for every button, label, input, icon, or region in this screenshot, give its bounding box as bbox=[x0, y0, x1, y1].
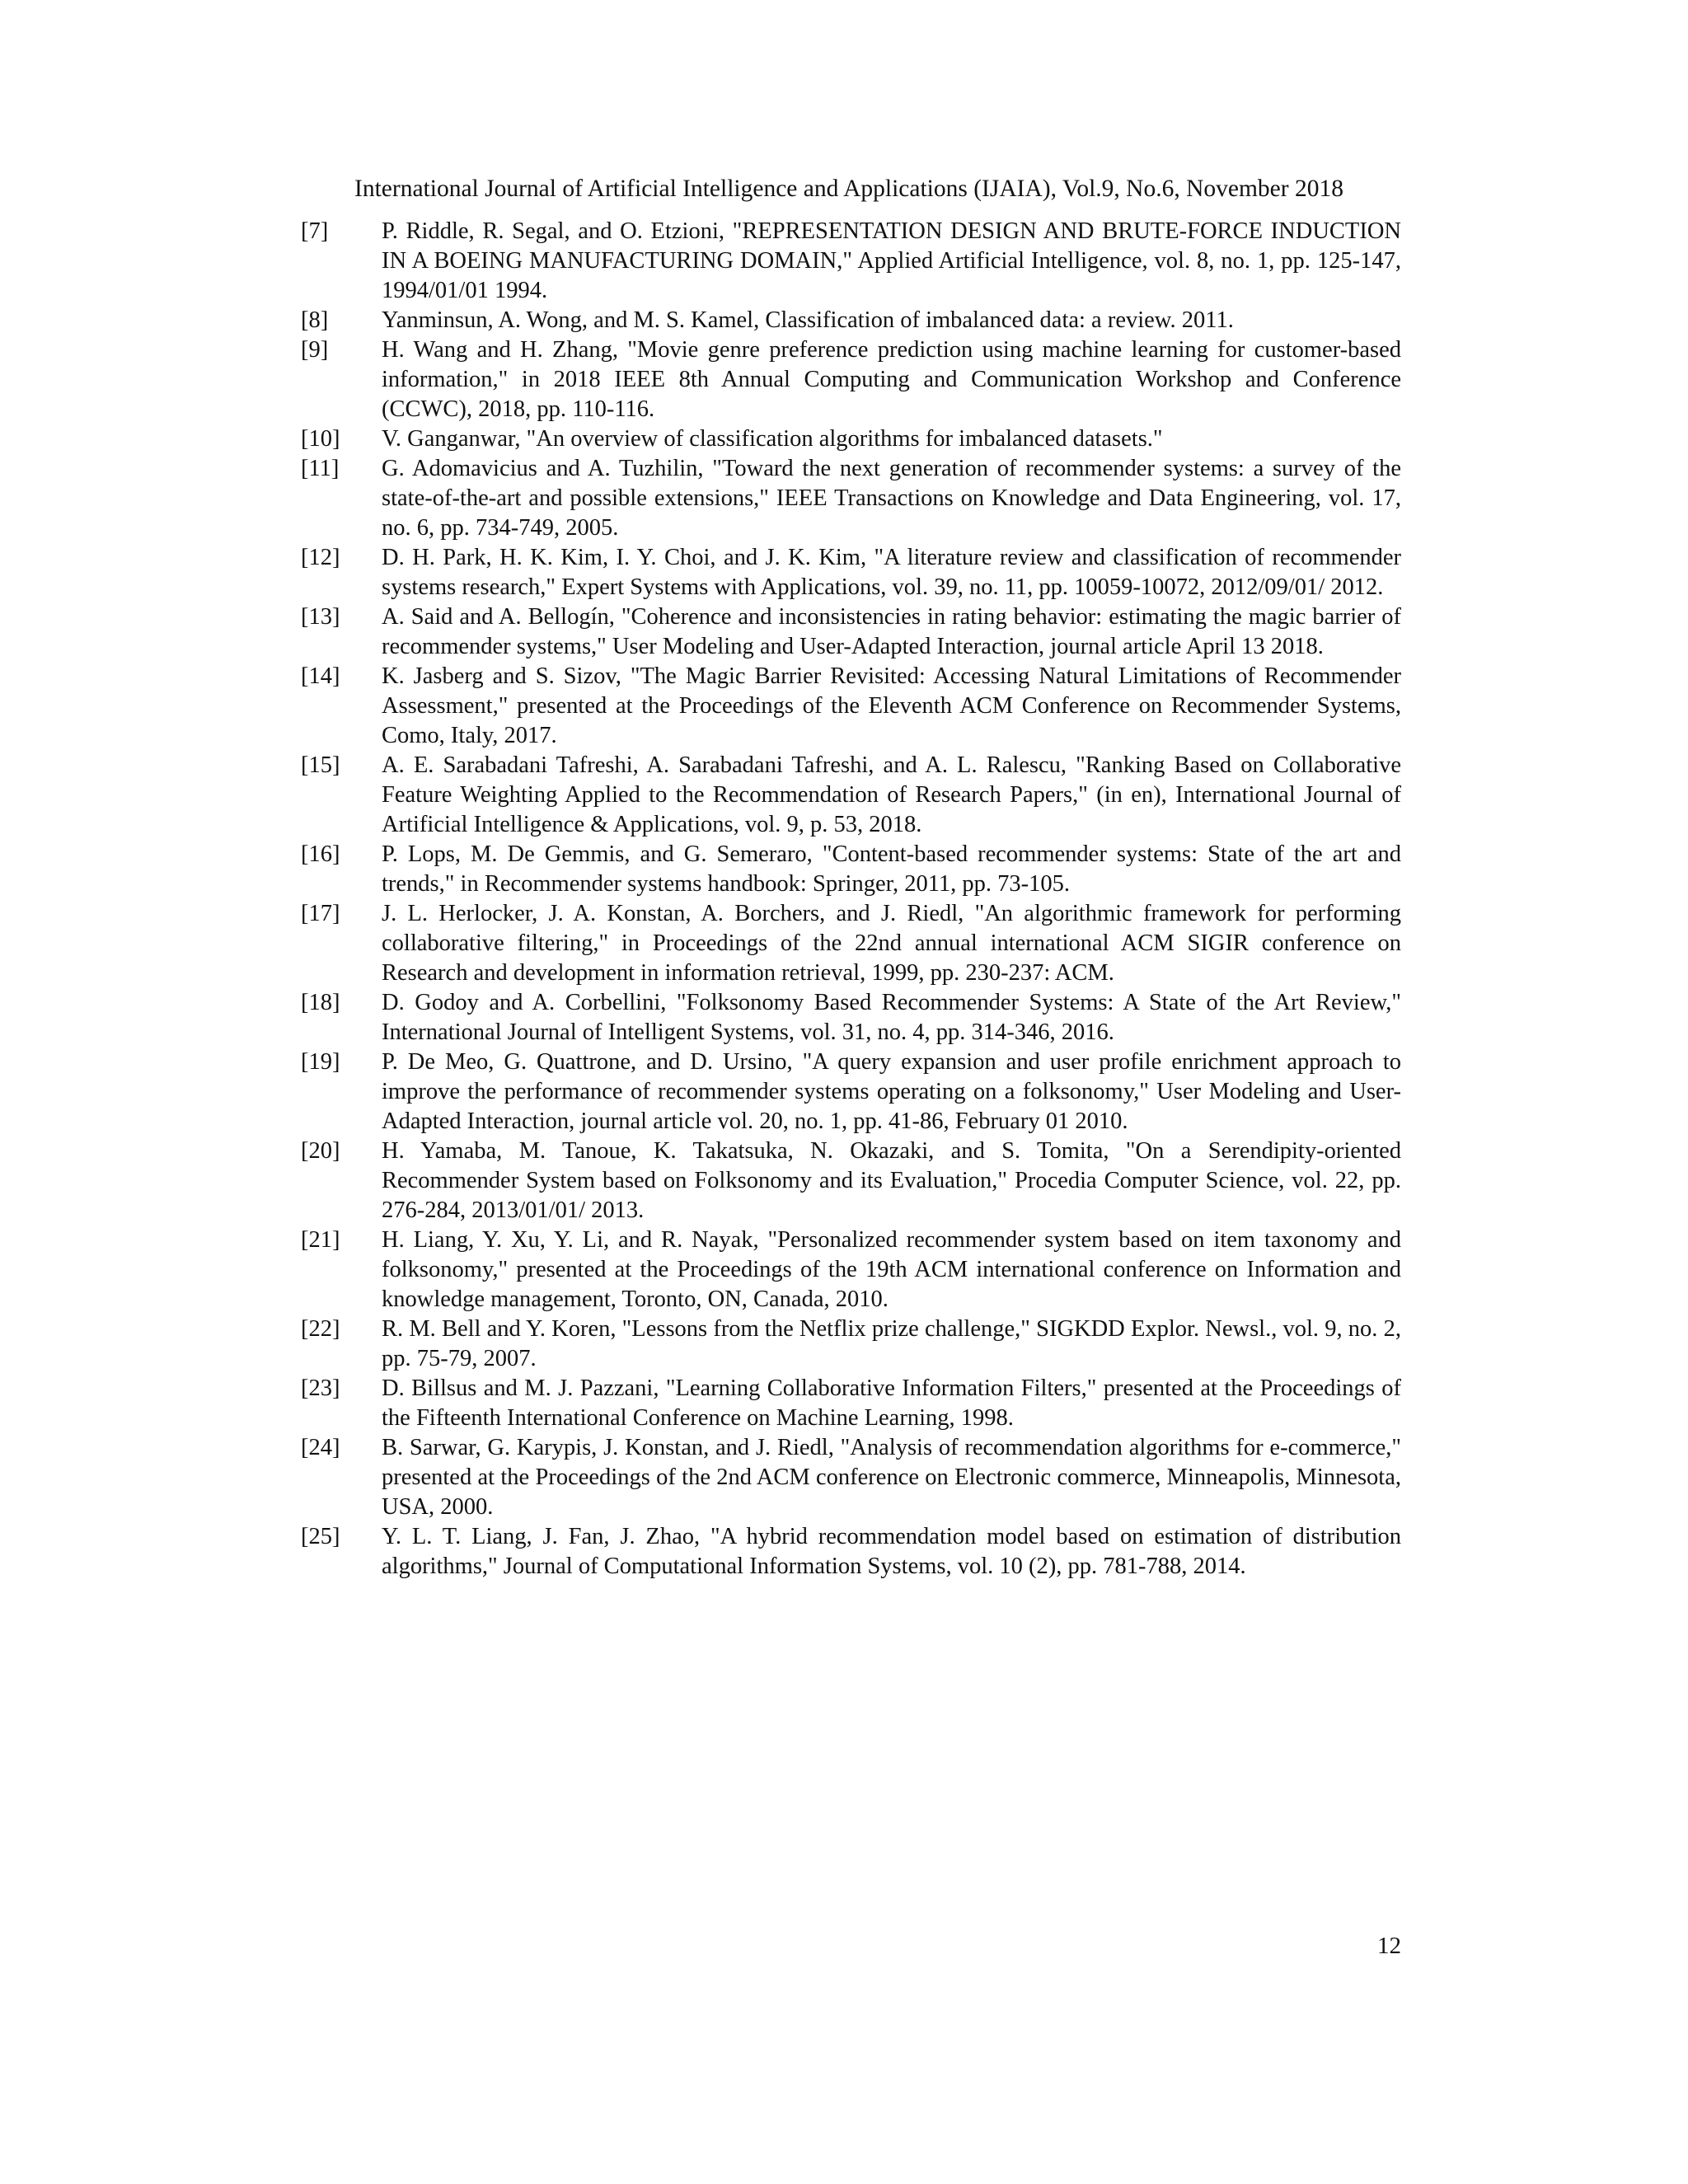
reference-text: H. Liang, Y. Xu, Y. Li, and R. Nayak, "Personalized recommender system based on item taxonomy and folksonomy," presented at the Proceedings of the 19th ACM international conference on Information and knowledge management, Toronto, ON, Canada, 2010. bbox=[382, 1227, 1401, 1312]
reference-number: [7] bbox=[301, 218, 329, 244]
reference-text: K. Jasberg and S. Sizov, "The Magic Barrier Revisited: Accessing Natural Limitations of Recommender Assessment," presented at the Proceedings of the Eleventh ACM Conference on Recommender Systems, Como, Italy, 2017. bbox=[382, 663, 1401, 748]
journal-running-header: International Journal of Artificial Intelligence and Applications (IJAIA), Vol.9, No.6, November 2018 bbox=[354, 176, 1343, 202]
reference-item bbox=[301, 1226, 1401, 1315]
reference-text: Yanminsun, A. Wong, and M. S. Kamel, Classification of imbalanced data: a review. 2011. bbox=[382, 307, 1234, 333]
reference-item bbox=[301, 306, 1401, 335]
reference-number: [9] bbox=[301, 337, 329, 363]
reference-text: P. Riddle, R. Segal, and O. Etzioni, "REPRESENTATION DESIGN AND BRUTE-FORCE INDUCTION IN A BOEING MANUFACTURING DOMAIN," Applied Artificial Intelligence, vol. 8, no. 1, pp. 125-147, 1994/01/01 1994. bbox=[382, 218, 1401, 303]
reference-number: [18] bbox=[301, 990, 340, 1015]
reference-number: [21] bbox=[301, 1227, 340, 1253]
reference-text: H. Wang and H. Zhang, "Movie genre preference prediction using machine learning for customer-based information," in 2018 IEEE 8th Annual Computing and Communication Workshop and Conference (CCWC), 2018, pp. 110-116. bbox=[382, 337, 1401, 422]
reference-item bbox=[301, 1433, 1401, 1522]
reference-item bbox=[301, 751, 1401, 840]
reference-number: [16] bbox=[301, 841, 340, 867]
reference-text: A. Said and A. Bellogín, "Coherence and inconsistencies in rating behavior: estimating the magic barrier of recommender systems," User Modeling and User-Adapted Interaction, journal article April 13 2018. bbox=[382, 604, 1401, 659]
reference-text: D. Godoy and A. Corbellini, "Folksonomy Based Recommender Systems: A State of the Art Review," International Journal of Intelligent Systems, vol. 31, no. 4, pp. 314-346, 2016. bbox=[382, 990, 1401, 1045]
reference-text: P. Lops, M. De Gemmis, and G. Semeraro, "Content-based recommender systems: State of the art and trends," in Recommender systems handbook: Springer, 2011, pp. 73-105. bbox=[382, 841, 1401, 897]
reference-number: [12] bbox=[301, 545, 340, 570]
reference-item bbox=[301, 1047, 1401, 1137]
reference-number: [23] bbox=[301, 1376, 340, 1401]
reference-number: [15] bbox=[301, 752, 340, 778]
reference-number: [20] bbox=[301, 1138, 340, 1164]
reference-text: P. De Meo, G. Quattrone, and D. Ursino, "A query expansion and user profile enrichment approach to improve the performance of recommender systems operating on a folksonomy," User Modeling and User-Adapted Interaction, journal article vol. 20, no. 1, pp. 41-86, February 01 2010. bbox=[382, 1049, 1401, 1134]
reference-item bbox=[301, 602, 1401, 662]
reference-number: [14] bbox=[301, 663, 340, 689]
reference-number: [25] bbox=[301, 1524, 340, 1549]
reference-text: A. E. Sarabadani Tafreshi, A. Sarabadani Tafreshi, and A. L. Ralescu, "Ranking Based on Collaborative Feature Weighting Applied to the Recommendation of Research Papers," (in en), International Journal of Artificial Intelligence & Applications, vol. 9, p. 53, 2018. bbox=[382, 752, 1401, 837]
reference-number: [24] bbox=[301, 1435, 340, 1460]
reference-text: B. Sarwar, G. Karypis, J. Konstan, and J. Riedl, "Analysis of recommendation algorithms for e-commerce," presented at the Proceedings of the 2nd ACM conference on Electronic commerce, Minneapolis, Minnesota, USA, 2000. bbox=[382, 1435, 1401, 1520]
reference-text: D. H. Park, H. K. Kim, I. Y. Choi, and J. K. Kim, "A literature review and classification of recommender systems research," Expert Systems with Applications, vol. 39, no. 11, pp. 10059-10072, 2012/09/01/ 2012. bbox=[382, 545, 1401, 600]
reference-text: Y. L. T. Liang, J. Fan, J. Zhao, "A hybrid recommendation model based on estimation of distribution algorithms," Journal of Computational Information Systems, vol. 10 (2), pp. 781-788, 2014. bbox=[382, 1524, 1401, 1579]
reference-item bbox=[301, 1522, 1401, 1582]
reference-text: G. Adomavicius and A. Tuzhilin, "Toward the next generation of recommender systems: a survey of the state-of-the-art and possible extensions," IEEE Transactions on Knowledge and Data Engineering, vol. 17, no. 6, pp. 734-749, 2005. bbox=[382, 456, 1401, 541]
page-number: 12 bbox=[1377, 1933, 1401, 1959]
reference-number: [11] bbox=[301, 456, 340, 481]
reference-number: [13] bbox=[301, 604, 340, 630]
reference-item bbox=[301, 899, 1401, 988]
reference-text: R. M. Bell and Y. Koren, "Lessons from the Netflix prize challenge," SIGKDD Explor. Newsl., vol. 9, no. 2, pp. 75-79, 2007. bbox=[382, 1316, 1401, 1371]
reference-item bbox=[301, 988, 1401, 1047]
reference-text: H. Yamaba, M. Tanoue, K. Takatsuka, N. Okazaki, and S. Tomita, "On a Serendipity-oriented Recommender System based on Folksonomy and its Evaluation," Procedia Computer Science, vol. 22, pp. 276-284, 2013/01/01/ 2013. bbox=[382, 1138, 1401, 1223]
reference-number: [22] bbox=[301, 1316, 340, 1342]
reference-number: [19] bbox=[301, 1049, 340, 1075]
reference-number: [17] bbox=[301, 901, 340, 926]
reference-text: J. L. Herlocker, J. A. Konstan, A. Borchers, and J. Riedl, "An algorithmic framework for performing collaborative filtering," in Proceedings of the 22nd annual international ACM SIGIR conference on Research and development in information retrieval, 1999, pp. 230-237: ACM. bbox=[382, 901, 1401, 986]
reference-item bbox=[301, 335, 1401, 424]
reference-item bbox=[301, 424, 1401, 454]
reference-number: [10] bbox=[301, 426, 340, 452]
reference-item bbox=[301, 1315, 1401, 1374]
reference-item bbox=[301, 662, 1401, 751]
reference-item bbox=[301, 1137, 1401, 1226]
reference-item bbox=[301, 217, 1401, 306]
reference-text: V. Ganganwar, "An overview of classification algorithms for imbalanced datasets." bbox=[382, 426, 1163, 452]
reference-number: [8] bbox=[301, 307, 329, 333]
reference-list bbox=[301, 217, 1401, 1582]
reference-item bbox=[301, 840, 1401, 899]
reference-text: D. Billsus and M. J. Pazzani, "Learning Collaborative Information Filters," presented at the Proceedings of the Fifteenth International Conference on Machine Learning, 1998. bbox=[382, 1376, 1401, 1431]
reference-item bbox=[301, 454, 1401, 543]
reference-item bbox=[301, 1374, 1401, 1433]
reference-item bbox=[301, 543, 1401, 602]
